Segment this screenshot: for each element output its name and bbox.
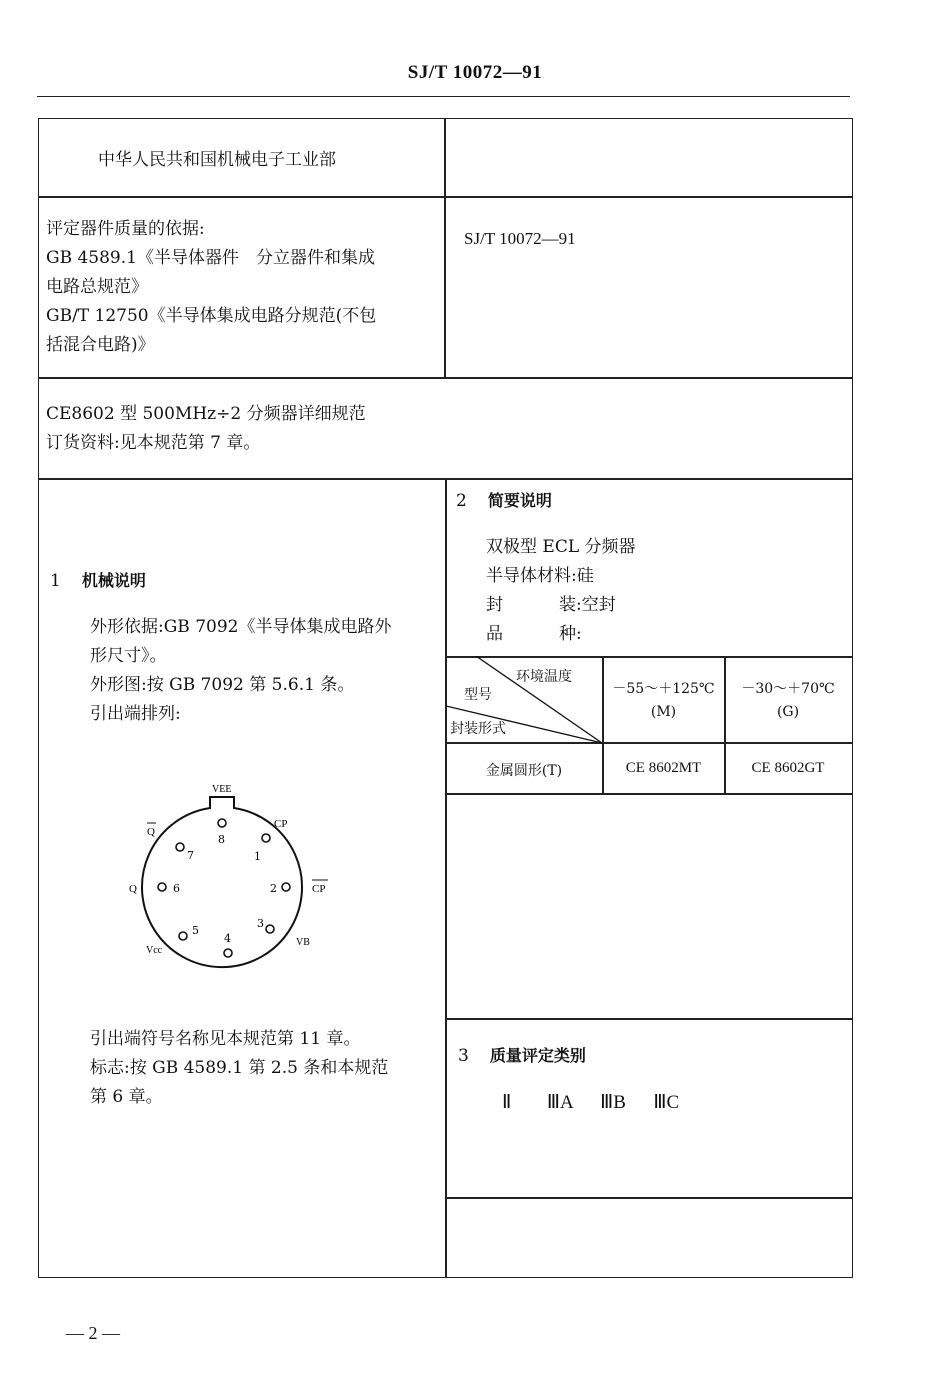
pin-1 [262,834,270,842]
corner-header-model: 型号 [464,687,492,703]
pin-label-q-bar: Q [147,826,155,838]
section1-line: 形尺寸》。 [90,646,167,666]
category-iiib: ⅢB [600,1092,626,1113]
section1-line: 外形图:按 GB 7092 第 5.6.1 条。 [90,675,355,695]
section1-number: 1 [50,571,61,591]
pin-number-4: 4 [224,932,231,945]
pin-label-vcc: Vcc [146,945,163,956]
section2-title: 简要说明 [487,491,552,510]
pin-label-q: Q [129,883,137,895]
corner-header-package: 封装形式 [450,721,506,737]
document-code-header: SJ/T 10072—91 [407,62,543,83]
pin-number-8: 8 [218,833,225,846]
divider-v-bottom [445,478,447,1278]
section2-heading [456,486,552,516]
section1-title: 机械说明 [81,571,146,590]
spec-code: SJ/T 10072—91 [464,229,576,248]
pin-4 [224,949,232,957]
pin-number-6: 6 [173,882,180,895]
table-cell-gt: CE 8602GT [751,760,825,776]
spec-title: CE8602 型 500MHz÷2 分频器详细规范 [46,404,366,424]
table-bottom-rule [446,793,852,795]
basis-line: 评定器件质量的依据: [46,219,205,239]
pin-2 [282,883,290,891]
section1-body [90,613,391,729]
column-code-g: (G) [776,704,800,720]
column-temp-m: －55～＋125℃ [612,681,715,697]
corner-header-temp: 环境温度 [516,669,572,685]
pin-3 [266,925,274,933]
variety-label-b: 种: [559,624,582,644]
section3-title: 质量评定类别 [489,1046,586,1065]
quality-categories [502,1088,679,1117]
divider-h-right-2 [446,1197,852,1199]
pin-label-cp-bar: CP [312,883,326,895]
category-iiia: ⅢA [546,1092,573,1113]
table-cell-mt: CE 8602MT [625,760,702,776]
divider-h-2 [38,377,853,379]
basis-block [46,215,376,360]
issuer-name: 中华人民共和国机械电子工业部 [98,150,336,170]
pin-number-2: 2 [270,882,277,895]
pin-label-vb: VB [296,937,310,948]
section3-heading [458,1041,586,1071]
section2-line: 双极型 ECL 分频器 [486,537,636,557]
section3-number: 3 [458,1046,469,1066]
category-ii: Ⅱ [502,1092,512,1113]
section1-notes [90,1025,388,1112]
package-line [486,591,636,620]
column-temp-g: －30～＋70℃ [741,681,835,697]
pin-7 [176,843,184,851]
section1-line: 引出端排列: [90,704,181,724]
package-label-b: 装:空封 [559,595,616,615]
basis-line: 括混合电路)》 [46,335,155,355]
basis-line: GB/T 12750《半导体集成电路分规范(不包 [46,306,377,326]
pin-number-5: 5 [192,924,199,937]
spec-title-block [46,400,366,458]
header-rule [37,96,850,97]
pin-5 [179,932,187,940]
pin-label-vee: VEE [212,784,232,795]
column-code-m: (M) [650,704,677,720]
section1-line: 外形依据:GB 7092《半导体集成电路外 [90,617,392,637]
section1-heading [50,566,146,596]
package-label-a: 封 [486,595,503,615]
variety-line [486,620,636,649]
pin-number-1: 1 [254,850,261,863]
section1-note: 标志:按 GB 4589.1 第 2.5 条和本规范 [90,1058,389,1078]
section2-number: 2 [456,491,467,511]
section1-note: 第 6 章。 [90,1087,163,1107]
basis-line: GB 4589.1《半导体器件 分立器件和集成 [46,248,375,268]
pin-8 [218,819,226,827]
pin-number-3: 3 [257,917,264,930]
basis-line: 电路总规范》 [46,277,148,297]
variety-label-a: 品 [486,624,503,644]
pin-number-7: 7 [187,849,194,862]
pin-6 [158,883,166,891]
divider-h-1 [38,196,853,198]
page-number: — 2 — [66,1323,120,1343]
divider-v-top [444,118,446,378]
pinout-diagram [120,775,350,975]
table-row-package: 金属圆形(T) [485,763,563,779]
section2-body [486,533,636,649]
section1-note: 引出端符号名称见本规范第 11 章。 [90,1029,361,1049]
section2-line: 半导体材料:硅 [486,566,594,586]
category-iiic: ⅢC [653,1092,680,1113]
order-info: 订货资料:见本规范第 7 章。 [46,433,261,453]
pin-label-cp: CP [274,818,288,830]
divider-h-right-1 [446,1018,852,1020]
